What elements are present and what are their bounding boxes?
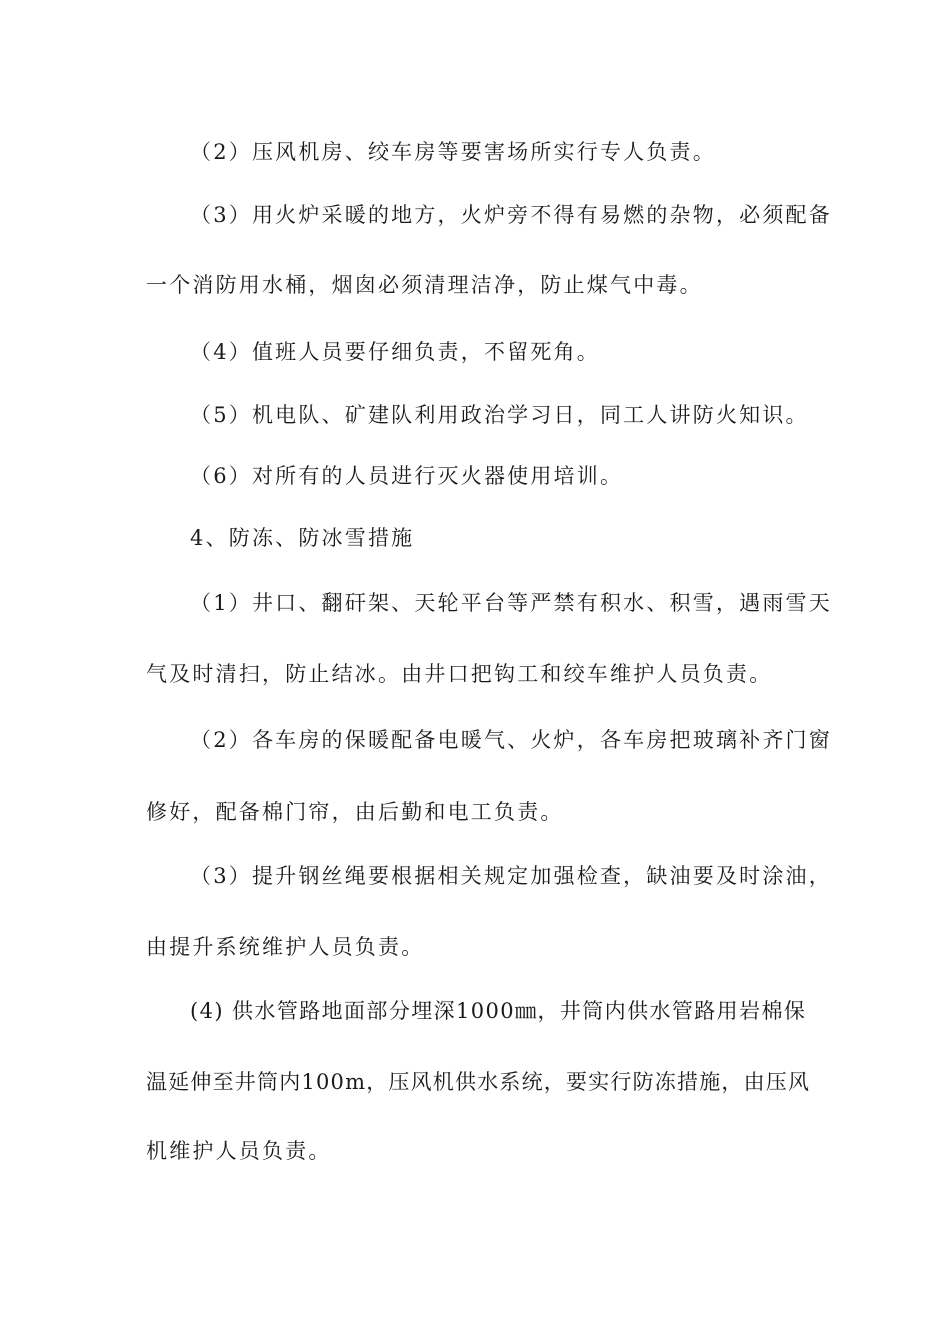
paragraph-line: 一个消防用水桶，烟囱必须清理洁净，防止煤气中毒。 (146, 273, 703, 297)
paragraph-line: （1）井口、翻矸架、天轮平台等严禁有积水、积雪，遇雨雪天 (190, 591, 832, 615)
paragraph-line: （3）提升钢丝绳要根据相关规定加强检查，缺油要及时涂油， (190, 864, 832, 888)
paragraph-line: （6）对所有的人员进行灭火器使用培训。 (190, 464, 624, 488)
paragraph-line: （2）各车房的保暖配备电暖气、火炉，各车房把玻璃补齐门窗 (190, 728, 832, 752)
section-heading: 4、防冻、防冰雪措施 (190, 526, 415, 550)
paragraph-line: 温延伸至井筒内100m，压风机供水系统，要实行防冻措施，由压风 (146, 1070, 811, 1094)
paragraph-line: （5）机电队、矿建队利用政治学习日，同工人讲防火知识。 (190, 403, 809, 427)
paragraph-line: （2）压风机房、绞车房等要害场所实行专人负责。 (190, 140, 716, 164)
paragraph-line: （4）值班人员要仔细负责，不留死角。 (190, 340, 600, 364)
paragraph-line: （3）用火炉采暖的地方，火炉旁不得有易燃的杂物，必须配备 (190, 203, 832, 227)
paragraph-line: 由提升系统维护人员负责。 (146, 935, 425, 959)
paragraph-line: 气及时清扫，防止结冰。由井口把钩工和绞车维护人员负责。 (146, 662, 773, 686)
paragraph-line: 机维护人员负责。 (146, 1139, 332, 1163)
paragraph-line: (4) 供水管路地面部分埋深1000㎜，井筒内供水管路用岩棉保 (190, 999, 807, 1023)
paragraph-line: 修好，配备棉门帘，由后勤和电工负责。 (146, 800, 564, 824)
